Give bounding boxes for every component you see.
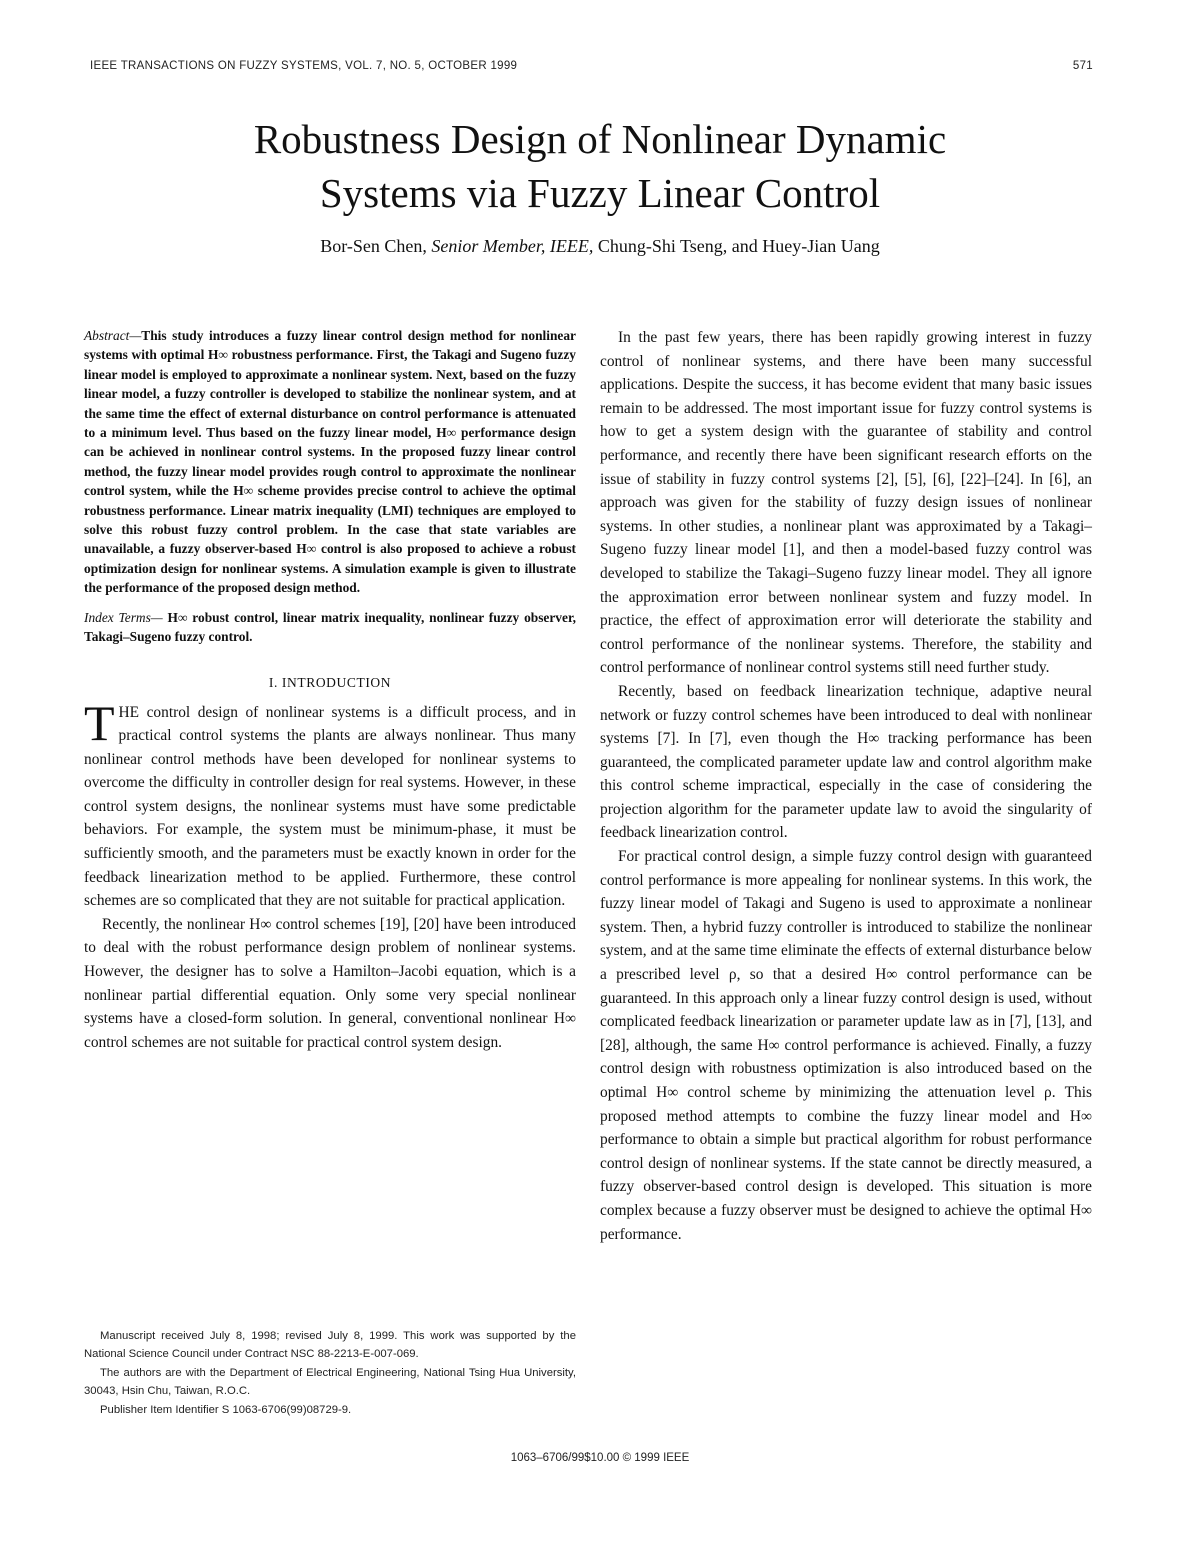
- intro-paragraph-3: In the past few years, there has been rapidly growing interest in fuzzy control of nonlinear systems, and there have been many successful applications. Despite the success, it has become evident that many basic issues remain to be addressed. The most important issue for fuzzy control systems is how to get a system design with the guarantee of stability and control performance, and recently there have been significant research efforts on the issue of stability in fuzzy control systems [2], [5], [6], [22]–[24]. In [6], an approach was given for the stability of fuzzy design issues of nonlinear systems. In other studies, a nonlinear plant was approximated by a Takagi–Sugeno fuzzy linear model [1], and then a model-based fuzzy control was developed to stabilize the Takagi–Sugeno fuzzy linear model. They all ignore the approximation error between nonlinear system and fuzzy model. In practice, the effect of approximation error will deteriorate the stability and control performance of the nonlinear systems. Therefore, the stability and control performance of nonlinear control systems still need further study.: [600, 329, 1092, 677]
- drop-cap: T: [84, 694, 115, 751]
- index-terms-label: Index Terms—: [84, 609, 163, 625]
- section-heading: I. INTRODUCTION: [268, 674, 392, 690]
- paper-title: [0, 112, 1200, 220]
- intro-paragraph-1-text: HE control design of nonlinear systems is a difficult process, and in practical control systems the plants are always nonlinear. Thus many nonlinear control methods have been developed for nonlinear systems to overcome the difficulty in controller design for real systems. However, in these control system designs, the nonlinear systems must have some predictable behaviors. For example, the system must be minimum-phase, it must be sufficiently smooth, and the parameters must be exactly known in order for the feedback linearization method to be applied. Furthermore, these control schemes are so complicated that they are not suitable for practical application.: [84, 703, 576, 910]
- abstract: [84, 326, 576, 598]
- footnotes: [84, 1327, 576, 1419]
- index-terms-text: H∞ robust control, linear matrix inequality, nonlinear fuzzy observer, Takagi–Sugeno fuzzy control.: [84, 609, 577, 645]
- intro-paragraph-4: Recently, based on feedback linearization technique, adaptive neural network or fuzzy control schemes have been introduced to deal with nonlinear systems [7]. In [7], even though the H∞ tracking performance has been guaranteed, the complicated parameter update law and control algorithm make this control scheme impractical, especially in the case of considering the projection algorithm for the parameter update law to avoid the singularity of feedback linearization control.: [600, 682, 1092, 842]
- author-membership: Senior Member, IEEE,: [431, 236, 594, 256]
- abstract-label: Abstract—: [84, 328, 142, 343]
- page-number: 571: [1072, 60, 1093, 72]
- title-line-1: Robustness Design of Nonlinear Dynamic: [253, 116, 947, 162]
- right-column: [600, 326, 1092, 1246]
- left-column: [84, 326, 576, 1054]
- index-terms: [84, 608, 576, 647]
- other-authors: Chung-Shi Tseng, and Huey-Jian Uang: [597, 236, 880, 256]
- footnote-identifier: Publisher Item Identifier S 1063-6706(99)08729-9.: [100, 1403, 352, 1416]
- author-list: [0, 236, 1200, 257]
- intro-paragraph-5: For practical control design, a simple fuzzy control design with guaranteed control performance is more appealing for nonlinear systems. In this work, the fuzzy linear model of Takagi and Sugeno is used to approximate a nonlinear system. Then, a hybrid fuzzy controller is introduced to stabilize the nonlinear system, and at the same time eliminate the effects of external disturbance below a prescribed level ρ, so that a desired H∞ control performance can be guaranteed. In this approach only a linear fuzzy control design is used, without complicated feedback linearization or parameter update law as in [7], [13], and [28], although, the same H∞ control performance is achieved. Finally, a fuzzy control design with robustness optimization is also introduced based on the optimal H∞ control scheme by minimizing the attenuation level ρ. This proposed method attempts to combine the fuzzy linear model and H∞ performance to obtain a simple but practical algorithm for robust performance control design of nonlinear systems. If the state cannot be directly measured, a fuzzy observer-based control design is developed. This situation is more complex because a fuzzy observer must be designed to achieve the optimal H∞ performance.: [600, 848, 1092, 1243]
- author-1: Bor-Sen Chen,: [320, 236, 427, 256]
- intro-paragraph-1: [84, 694, 576, 913]
- footnote-manuscript: Manuscript received July 8, 1998; revised July 8, 1999. This work was supported by the National Science Council under Contract NSC 88-2213-E-007-069.: [84, 1330, 576, 1361]
- copyright-footer: 1063–6706/99$10.00 © 1999 IEEE: [510, 1452, 690, 1464]
- abstract-text: This study introduces a fuzzy linear control design method for nonlinear systems with optimal H∞ robustness performance. First, the Takagi and Sugeno fuzzy linear model is employed to approximate a nonlinear system. Next, based on the fuzzy linear model, a fuzzy controller is developed to stabilize the nonlinear system, and at the same time the effect of external disturbance on control performance is attenuated to a minimum level. Thus based on the fuzzy linear model, H∞ performance design can be achieved in nonlinear control systems. In the proposed fuzzy linear control method, the fuzzy linear model provides rough control to approximate the nonlinear control system, while the H∞ scheme provides precise control to achieve the optimal robustness performance. Linear matrix inequality (LMI) techniques are employed to solve this robust fuzzy control problem. In the case that state variables are unavailable, a fuzzy observer-based H∞ control is also proposed to achieve a robust optimization design for nonlinear systems. A simulation example is given to illustrate the performance of the proposed design method.: [84, 328, 576, 596]
- title-line-2: Systems via Fuzzy Linear Control: [319, 170, 881, 216]
- journal-name: IEEE TRANSACTIONS ON FUZZY SYSTEMS, VOL. 7, NO. 5, OCTOBER 1999: [90, 60, 518, 72]
- intro-paragraph-2: Recently, the nonlinear H∞ control schemes [19], [20] have been introduced to deal with the robust performance design problem of nonlinear systems. However, the designer has to solve a Hamilton–Jacobi equation, which is a nonlinear partial differential equation. Only some very special nonlinear systems have a closed-form solution. In general, conventional nonlinear H∞ control schemes are not suitable for practical control system design.: [84, 915, 576, 1051]
- footnote-affiliation: The authors are with the Department of Electrical Engineering, National Tsing Hua University, 30043, Hsin Chu, Taiwan, R.O.C.: [84, 1366, 576, 1398]
